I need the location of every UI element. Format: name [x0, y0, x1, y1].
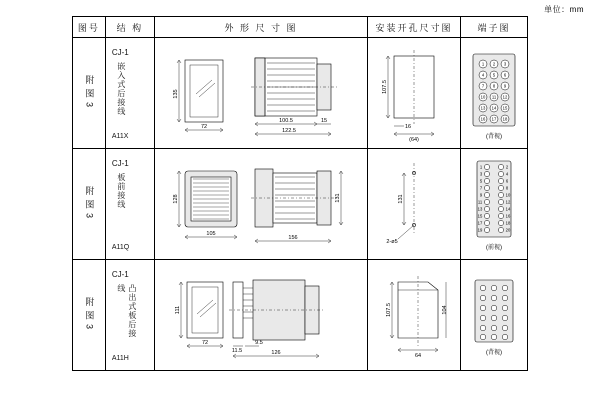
header-terminal: 端子图 [460, 17, 527, 38]
svg-text:1: 1 [481, 61, 485, 67]
svg-text:17: 17 [491, 116, 497, 122]
svg-text:8: 8 [492, 83, 496, 89]
row-index-cell [73, 260, 106, 371]
row-outline-cell [154, 260, 367, 371]
svg-text:4: 4 [481, 72, 485, 78]
outline-drawing-1 [155, 38, 367, 148]
dim-15: 15 [320, 118, 328, 124]
svg-text:11: 11 [477, 199, 483, 205]
dim-107-5: 107.5 [385, 303, 392, 317]
svg-text:5: 5 [492, 72, 496, 78]
dim-2x5holes: 2-ø5 [386, 239, 398, 245]
svg-text:11: 11 [491, 94, 497, 100]
svg-text:15: 15 [502, 105, 508, 111]
row-terminal-cell [460, 149, 527, 260]
svg-text:7: 7 [481, 83, 485, 89]
svg-text:4: 4 [505, 171, 509, 177]
dim-104: 104 [441, 305, 448, 315]
dim-111: 111 [174, 305, 181, 315]
svg-text:15: 15 [477, 213, 483, 219]
svg-text:2: 2 [505, 164, 509, 170]
svg-text:18: 18 [502, 116, 508, 122]
dim-105: 105 [206, 231, 216, 237]
header-structure: 结 构 [105, 17, 154, 38]
svg-text:16: 16 [505, 213, 511, 219]
row-index-label: 附 图 3 [84, 185, 95, 219]
dim-11-5: 11.5 [231, 348, 243, 354]
dim-107-5: 107.5 [381, 80, 388, 94]
svg-text:6: 6 [503, 72, 507, 78]
terminal-note: (前视) [485, 245, 502, 251]
structure-code: A11X [111, 133, 129, 140]
dim-100-5: 100.5 [279, 118, 293, 124]
row-mounting-cell [367, 38, 460, 149]
dim-135: 135 [172, 89, 179, 99]
spec-table [72, 16, 528, 371]
svg-text:10: 10 [505, 192, 511, 198]
terminal-note: (背视) [485, 350, 502, 356]
terminal-drawing-3 [461, 260, 527, 370]
svg-text:12: 12 [502, 94, 508, 100]
row-outline-cell [154, 38, 367, 149]
mounting-drawing-2 [368, 149, 460, 259]
row-index-cell [73, 149, 106, 260]
dim-126: 126 [271, 350, 281, 356]
row-terminal-cell [460, 260, 527, 371]
outline-drawing-3 [155, 260, 367, 370]
dim-16: 16 [404, 124, 412, 130]
svg-text:2: 2 [492, 61, 496, 67]
svg-text:17: 17 [477, 220, 483, 226]
outline-drawing-2 [155, 149, 367, 259]
svg-text:13: 13 [477, 206, 483, 212]
svg-text:16: 16 [480, 116, 486, 122]
terminal-drawing-1 [461, 38, 527, 148]
row-structure-cell [105, 38, 154, 149]
svg-text:14: 14 [491, 105, 497, 111]
header-mounting: 安装开孔尺寸图 [367, 17, 460, 38]
structure-code: A11H [111, 355, 129, 362]
svg-text:9: 9 [479, 192, 483, 198]
svg-text:3: 3 [503, 61, 507, 67]
table-row [73, 260, 528, 371]
dim-122-5: 122.5 [282, 128, 296, 134]
table-header-row [73, 17, 528, 38]
dim-131-side: 131 [334, 193, 341, 203]
row-outline-cell [154, 149, 367, 260]
svg-text:13: 13 [480, 105, 486, 111]
header-index: 图号 [73, 17, 106, 38]
svg-text:19: 19 [477, 227, 483, 233]
row-index-cell [73, 38, 106, 149]
svg-text:20: 20 [505, 227, 511, 233]
header-outline: 外 形 尺 寸 图 [154, 17, 367, 38]
svg-text:12: 12 [505, 199, 511, 205]
terminal-note: (背视) [485, 134, 502, 140]
svg-text:9: 9 [503, 83, 507, 89]
svg-text:14: 14 [505, 206, 511, 212]
row-structure-cell [105, 149, 154, 260]
dim-128: 128 [172, 194, 179, 204]
dim-72: 72 [200, 124, 208, 130]
svg-text:18: 18 [505, 220, 511, 226]
table-row [73, 149, 528, 260]
dim-72: 72 [201, 340, 209, 346]
table-row [73, 38, 528, 149]
svg-text:7: 7 [479, 185, 483, 191]
dim-9-5: 9.5 [255, 340, 263, 346]
structure-title: CJ-1 [111, 270, 129, 279]
structure-title: CJ-1 [111, 159, 129, 168]
terminal-drawing-2 [461, 149, 527, 259]
row-mounting-cell [367, 260, 460, 371]
mounting-drawing-3 [368, 260, 460, 370]
row-index-label: 附 图 3 [84, 74, 95, 108]
structure-description: 嵌入式后接线 [116, 62, 126, 116]
mounting-drawing-1 [368, 38, 460, 148]
row-index-label: 附 图 3 [84, 296, 95, 330]
unit-label: 单位：mm [544, 5, 584, 14]
dim-64: (64) [409, 137, 419, 143]
structure-code: A11Q [111, 244, 130, 251]
structure-title: CJ-1 [111, 48, 129, 57]
structure-description: 凸出式板后接线 [116, 284, 137, 338]
svg-text:10: 10 [480, 94, 486, 100]
structure-description: 板前接线 [116, 173, 126, 209]
row-mounting-cell [367, 149, 460, 260]
dim-64: 64 [414, 353, 422, 359]
svg-text:3: 3 [479, 171, 483, 177]
dim-156: 156 [288, 235, 298, 241]
dim-131: 131 [397, 194, 404, 204]
row-terminal-cell [460, 38, 527, 149]
svg-text:5: 5 [479, 178, 483, 184]
svg-text:8: 8 [505, 185, 509, 191]
svg-text:1: 1 [479, 164, 483, 170]
row-structure-cell [105, 260, 154, 371]
svg-text:6: 6 [505, 178, 509, 184]
